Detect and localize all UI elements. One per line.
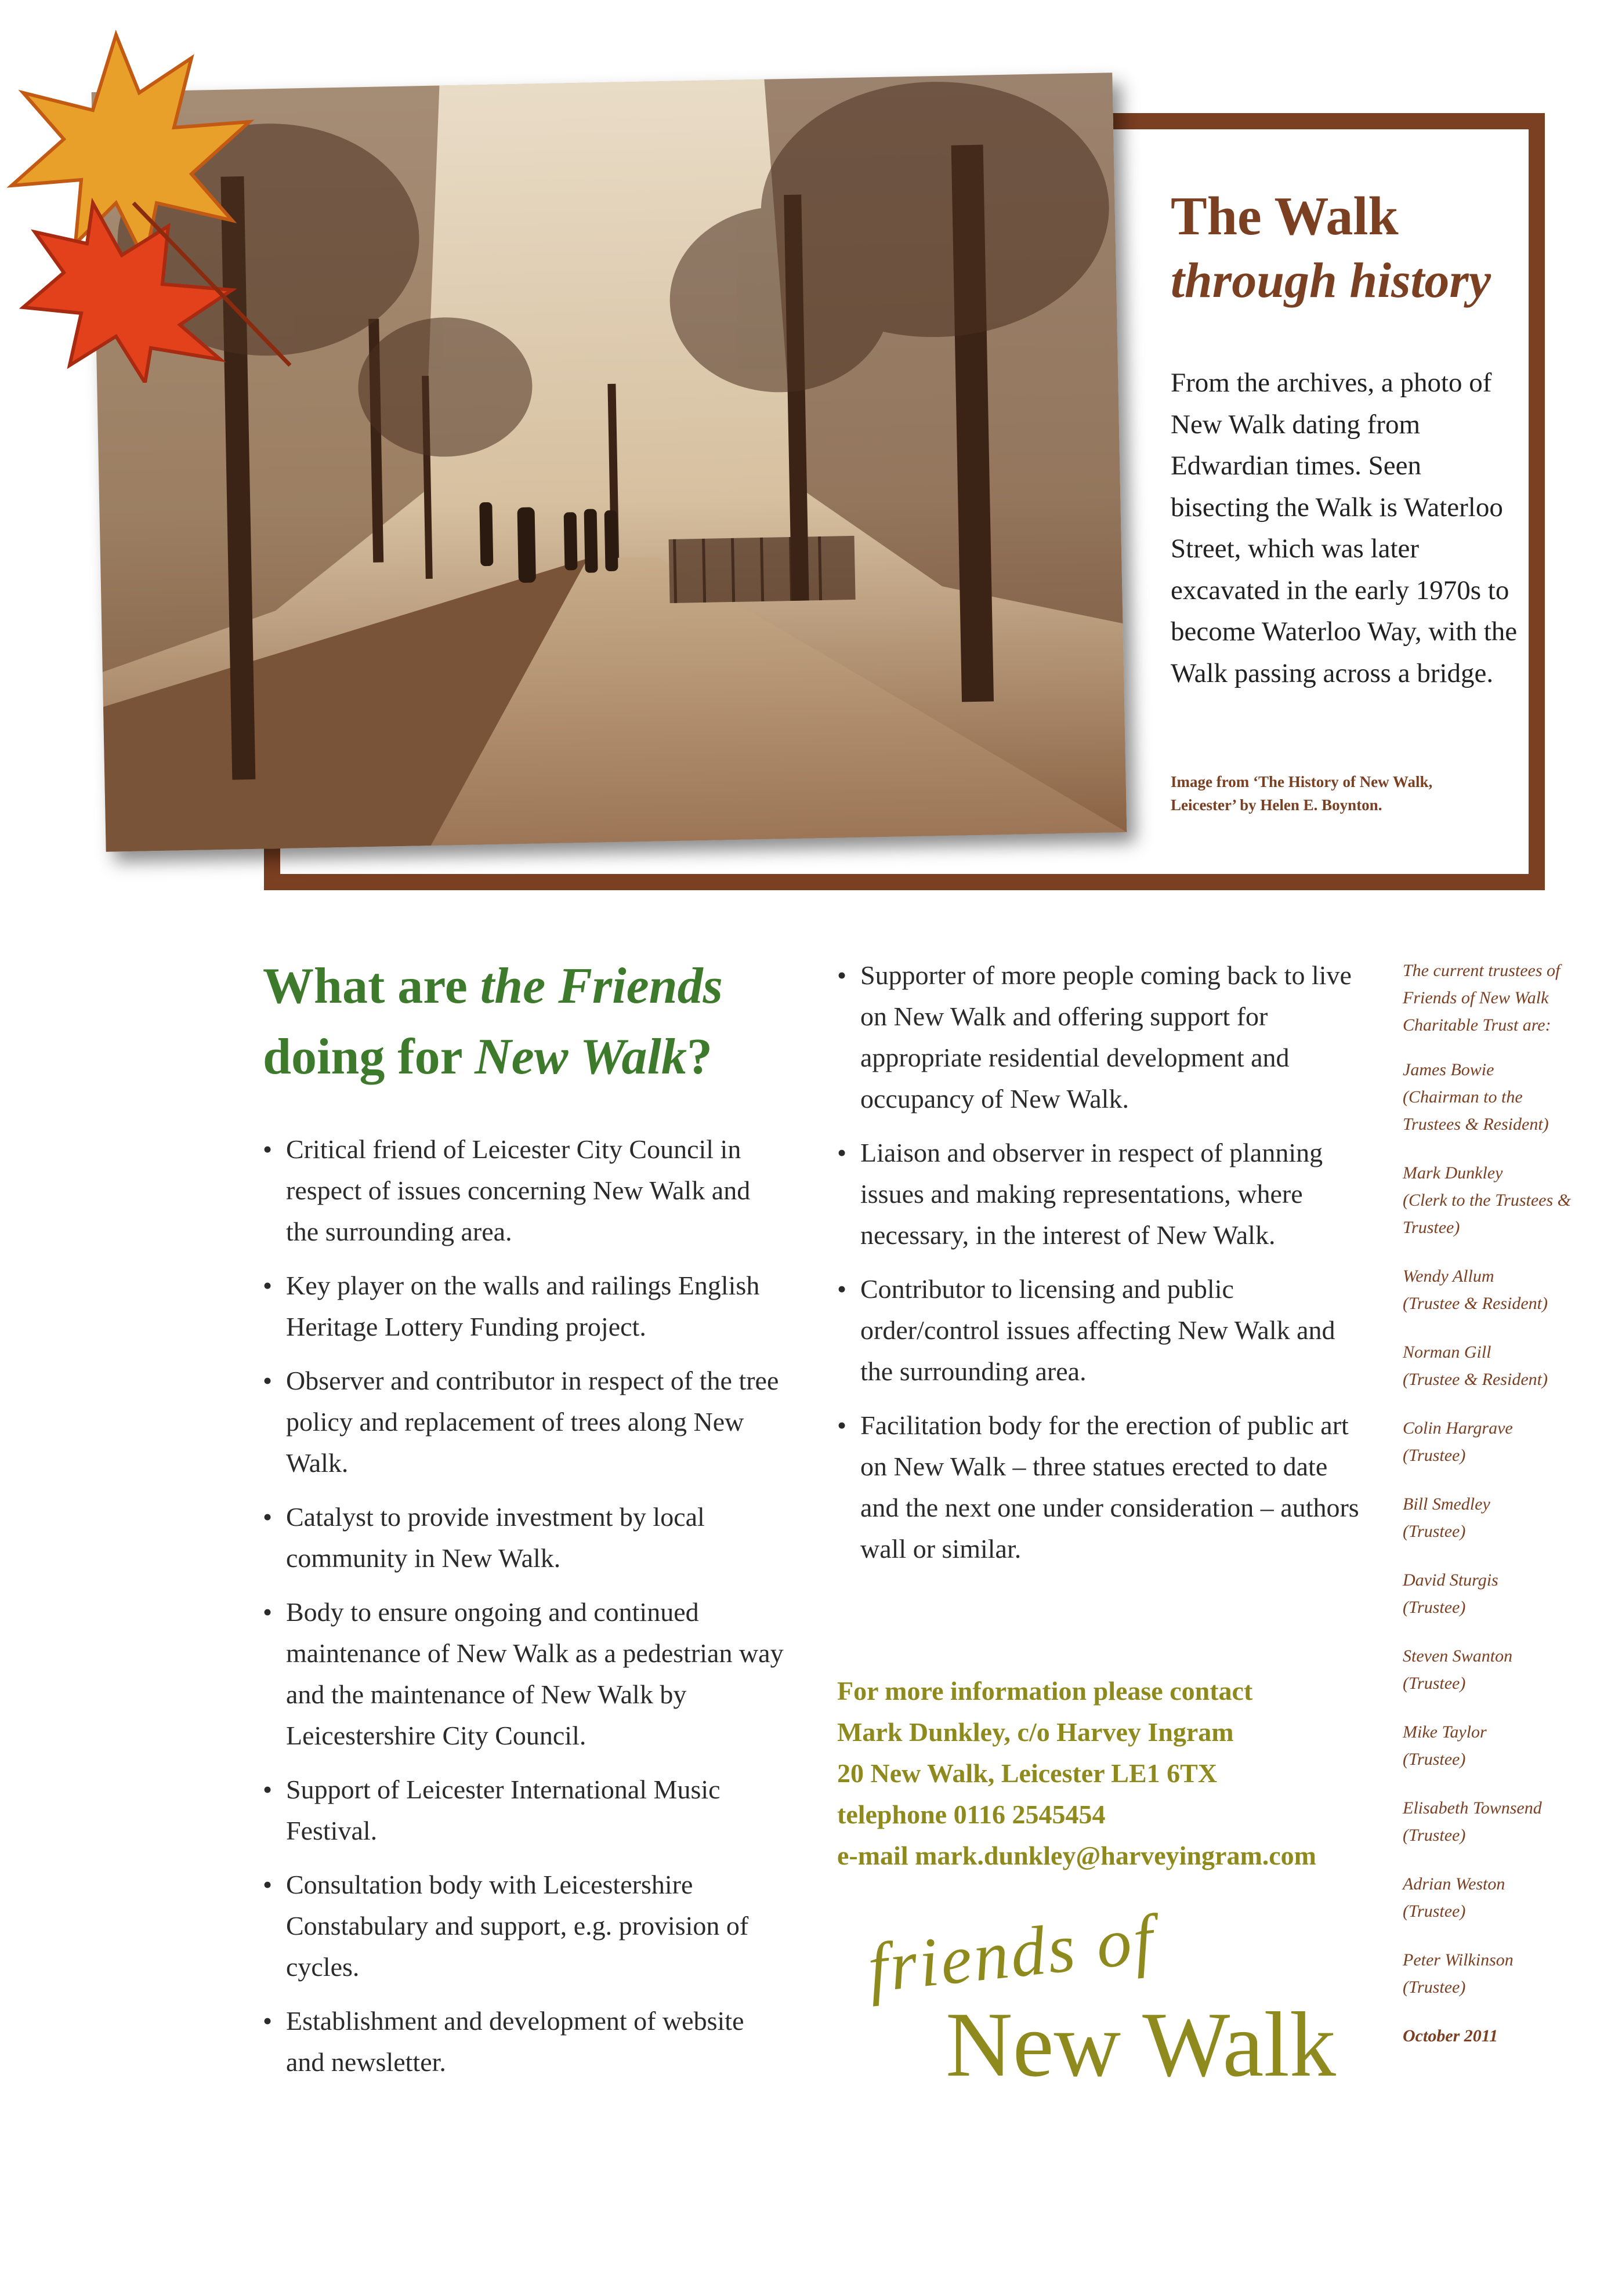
list-item-text: Body to ensure ongoing and continued maintenance of New Walk as a pedestrian way and the maintenance of New Walk by Leicestershire City Council. [286,1597,784,1750]
image-credit: Image from ‘The History of New Walk, Leicester’ by Helen E. Boynton. [1171,773,1433,814]
contact-telephone: telephone 0116 2545454 [837,1800,1106,1829]
bullet-icon: • [263,1366,273,1395]
trustee-entry [1403,1794,1577,1849]
trustee-name: Colin Hargrave [1403,1419,1513,1438]
trustee-role: (Trustee) [1403,1598,1466,1617]
list-item-text: Critical friend of Leicester City Council in respect of issues concerning New Walk and the surrounding area. [286,1134,751,1246]
section-heading [263,951,802,1093]
list-item [263,1864,785,1987]
trustee-name: Mark Dunkley [1403,1163,1503,1183]
heading-part: New Walk [475,1029,687,1085]
heading-part: the Friends [480,958,723,1014]
trustee-name: Norman Gill [1403,1343,1491,1362]
trustee-name: Steven Swanton [1403,1646,1513,1666]
feature-title-line1: The Walk [1171,186,1399,246]
list-item-text: Observer and contributor in respect of the tree policy and replacement of trees along New Walk. [286,1366,779,1478]
bullet-icon: • [263,1502,273,1532]
bullet-icon: • [837,1138,847,1167]
list-item [837,955,1359,1119]
list-item-text: Establishment and development of website and newsletter. [286,2006,744,2077]
list-item-text: Facilitation body for the erection of public art on New Walk – three statues erected to date and the next one under consideration – authors wall or similar. [860,1410,1359,1564]
logo-name-text: New Walk [946,1993,1336,2096]
logo-script-text: friends of [864,1900,1159,2007]
trustee-role: (Trustee & Resident) [1403,1294,1548,1313]
trustee-name: Wendy Allum [1403,1267,1494,1286]
trustee-name: Bill Smedley [1403,1495,1490,1514]
list-item [837,1405,1359,1569]
contact-line: For more information please contact [837,1676,1253,1706]
trustee-role: (Trustee) [1403,1446,1466,1465]
trustee-entry [1403,1056,1577,1138]
heading-part: doing for [263,1029,475,1085]
trustee-role: (Trustee) [1403,1674,1466,1693]
contact-address: 20 New Walk, Leicester LE1 6TX [837,1758,1218,1788]
feature-body: From the archives, a photo of New Walk dating from Edwardian times. Seen bisecting the Walk is Waterloo Street, which was later excavated in the early 1970s to become Waterloo Way, with the Walk passing across a bridge. [1171,368,1518,688]
autumn-leaves-decoration [0,12,313,383]
list-item-text: Support of Leicester International Music Festival. [286,1775,721,1845]
trustee-role: (Trustee) [1403,1522,1466,1541]
list-item-text: Supporter of more people coming back to live on New Walk and offering support for appropriate residential development and occupancy of New Walk. [860,960,1352,1113]
list-item [263,1591,785,1756]
activities-list-column-2 [837,955,1359,1582]
contact-email[interactable]: e-mail mark.dunkley@harveyingram.com [837,1841,1317,1870]
bullet-icon: • [263,1271,273,1300]
bullet-icon: • [263,1775,273,1804]
contact-name: Mark Dunkley, c/o Harvey Ingram [837,1717,1234,1747]
trustee-entry [1403,1566,1577,1621]
bullet-icon: • [263,1597,273,1627]
list-item-text: Liaison and observer in respect of planning issues and making representations, where necessary, in the interest of New Walk. [860,1138,1323,1250]
list-item-text: Contributor to licensing and public order/control issues affecting New Walk and the surrounding area. [860,1274,1335,1386]
bullet-icon: • [837,1274,847,1304]
list-item-text: Consultation body with Leicestershire Constabulary and support, e.g. provision of cycles. [286,1870,749,1982]
trustees-intro: The current trustees of Friends of New Walk Charitable Trust are: [1403,961,1561,1035]
bullet-icon: • [263,1870,273,1899]
list-item [263,1769,785,1851]
trustee-name: Adrian Weston [1403,1874,1505,1894]
trustee-name: Peter Wilkinson [1403,1950,1514,1969]
heading-part: What are [263,958,480,1014]
trustee-name: David Sturgis [1403,1570,1498,1590]
trustee-entry [1403,1490,1577,1545]
list-item [837,1132,1359,1256]
bullet-icon: • [837,1410,847,1440]
list-item [263,1129,785,1252]
trustee-entry [1403,1159,1577,1241]
trustee-role: (Trustee & Resident) [1403,1370,1548,1389]
bullet-icon: • [837,960,847,990]
trustee-entry [1403,1870,1577,1925]
trustee-role: (Trustee) [1403,1826,1466,1845]
trustee-name: Elisabeth Townsend [1403,1798,1542,1818]
list-item [263,1360,785,1483]
trustee-entry [1403,1414,1577,1469]
bullet-icon: • [263,2006,273,2036]
contact-info [837,1670,1371,1876]
list-item-text: Catalyst to provide investment by local community in New Walk. [286,1502,705,1573]
bullet-icon: • [263,1134,273,1164]
trustee-name: James Bowie [1403,1060,1494,1079]
trustees-list [1403,957,1577,2050]
trustee-entry [1403,1718,1577,1773]
trustee-role: (Chairman to the Trustees & Resident) [1403,1087,1549,1134]
document-date: October 2011 [1403,2026,1498,2045]
trustee-role: (Clerk to the Trustees & Trustee) [1403,1191,1571,1237]
list-item [837,1268,1359,1392]
feature-title [1171,184,1542,312]
list-item [263,1496,785,1579]
trustee-role: (Trustee) [1403,1978,1466,1997]
feature-title-line2: through history [1171,252,1491,308]
heading-part: ? [687,1029,712,1085]
activities-list-column-1 [263,1129,785,2095]
trustee-entry [1403,1263,1577,1317]
trustee-name: Mike Taylor [1403,1722,1487,1742]
trustee-role: (Trustee) [1403,1902,1466,1921]
trustee-role: (Trustee) [1403,1750,1466,1769]
friends-of-new-walk-logo [853,1900,1346,2099]
trustee-entry [1403,1946,1577,2001]
trustee-entry [1403,1642,1577,1697]
list-item [263,1265,785,1347]
list-item-text: Key player on the walls and railings English Heritage Lottery Funding project. [286,1271,760,1341]
trustee-entry [1403,1339,1577,1393]
list-item [263,2000,785,2083]
